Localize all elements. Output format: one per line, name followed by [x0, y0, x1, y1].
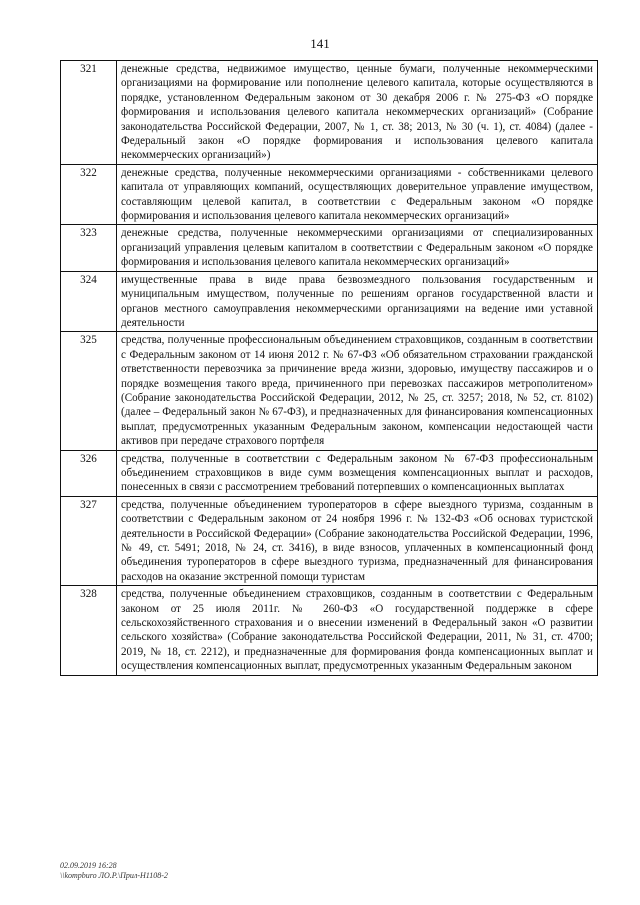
- footer-file-path: \\kompburo ЛО.Р.\Прил-Н1108-2: [60, 871, 168, 880]
- row-text: денежные средства, полученные некоммерческими организациями от специализированных организаций управления целевым капиталом в соответствии с Федеральным законом «О порядке формирования и использования целевого капитала некоммерческих организаций»: [117, 225, 598, 271]
- row-text: средства, полученные профессиональным объединением страховщиков, созданным в соответствии с Федеральным законом от 14 июня 2012 г. № 67-ФЗ «Об обязательном страховании гражданской ответственности перевозчика за причинение вреда жизни, здоровью, имуществу пассажиров и о порядке возмещения такого вреда, причиненного при перевозках пассажиров метрополитеном» (Собрание законодательства Российской Федерации, 2012, № 25, ст. 3257; 2018, № 52, ст. 8102) (далее – Федеральный закон № 67-ФЗ), и предназначенных для финансирования компенсационных выплат, предусмотренных указанным Федеральным законом, компенсации недостающей части активов при передаче страхового портфеля: [117, 332, 598, 450]
- table-row: [61, 225, 598, 271]
- row-number: 322: [61, 164, 117, 225]
- row-number: 323: [61, 225, 117, 271]
- row-text: денежные средства, полученные некоммерческими организациями - собственниками целевого капитала от управляющих компаний, осуществляющих доверительное управление имуществом, составляющим целевой капитал, в соответствии с Федеральным законом «О порядке формирования и использования целевого капитала некоммерческих организаций»: [117, 164, 598, 225]
- table-row: [61, 496, 598, 585]
- row-text: имущественные права в виде права безвозмездного пользования государственным и муниципальным имуществом, полученные по решениям органов государственной власти и органов местного самоуправления некоммерческими организациями на ведение ими уставной деятельности: [117, 271, 598, 332]
- row-number: 326: [61, 450, 117, 496]
- footer-timestamp: 02.09.2019 16:28: [60, 861, 117, 870]
- items-table: [60, 60, 598, 676]
- row-number: 321: [61, 61, 117, 165]
- document-footer: [60, 861, 168, 881]
- row-number: 324: [61, 271, 117, 332]
- table-row: [61, 271, 598, 332]
- table-row: [61, 450, 598, 496]
- table-row: [61, 586, 598, 675]
- page-number: 141: [310, 36, 330, 51]
- table-row: [61, 61, 598, 165]
- row-number: 328: [61, 586, 117, 675]
- row-text: средства, полученные в соответствии с Федеральным законом № 67-ФЗ профессиональным объединением страховщиков в виде сумм возмещения компенсационных выплат и расходов, понесенных в связи с рассмотрением требований потерпевших о компенсационных выплатах: [117, 450, 598, 496]
- row-number: 325: [61, 332, 117, 450]
- row-text: денежные средства, недвижимое имущество, ценные бумаги, полученные некоммерческими организациями на формирование или пополнение целевого капитала, которые осуществляются в порядке, установленном Федеральным законом от 30 декабря 2006 г. № 275-ФЗ «О порядке формирования и использования целевого капитала некоммерческих организаций» (Собрание законодательства Российской Федерации, 2007, № 1, ст. 38; 2013, № 30 (ч. 1), ст. 4084) (далее - Федеральный закон «О порядке формирования и использования целевого капитала некоммерческих организаций»): [117, 61, 598, 165]
- row-number: 327: [61, 496, 117, 585]
- table-row: [61, 332, 598, 450]
- row-text: средства, полученные объединением туроператоров в сфере выездного туризма, созданным в соответствии с Федеральным законом от 24 ноября 1996 г. № 132-ФЗ «Об основах туристской деятельности в Российской Федерации» (Собрание законодательства Российской Федерации, 1996, № 49, ст. 5491; 2018, № 24, ст. 3416), в виде взносов, уплаченных в компенсационный фонд объединения туроператоров в сфере выездного туризма, предназначенный для финансирования расходов на оказание экстренной помощи туристам: [117, 496, 598, 585]
- row-text: средства, полученные объединением страховщиков, созданным в соответствии с Федеральным законом от 25 июля 2011г. № 260-ФЗ «О государственной поддержке в сфере сельскохозяйственного страхования и о внесении изменений в Федеральный закон «О развитии сельского хозяйства» (Собрание законодательства Российской Федерации, 2011, № 31, ст. 4700; 2019, № 18, ст. 2212), и предназначенные для формирования фонда компенсационных выплат и осуществления компенсационных выплат, предусмотренных указанным Федеральным законом: [117, 586, 598, 675]
- table-row: [61, 164, 598, 225]
